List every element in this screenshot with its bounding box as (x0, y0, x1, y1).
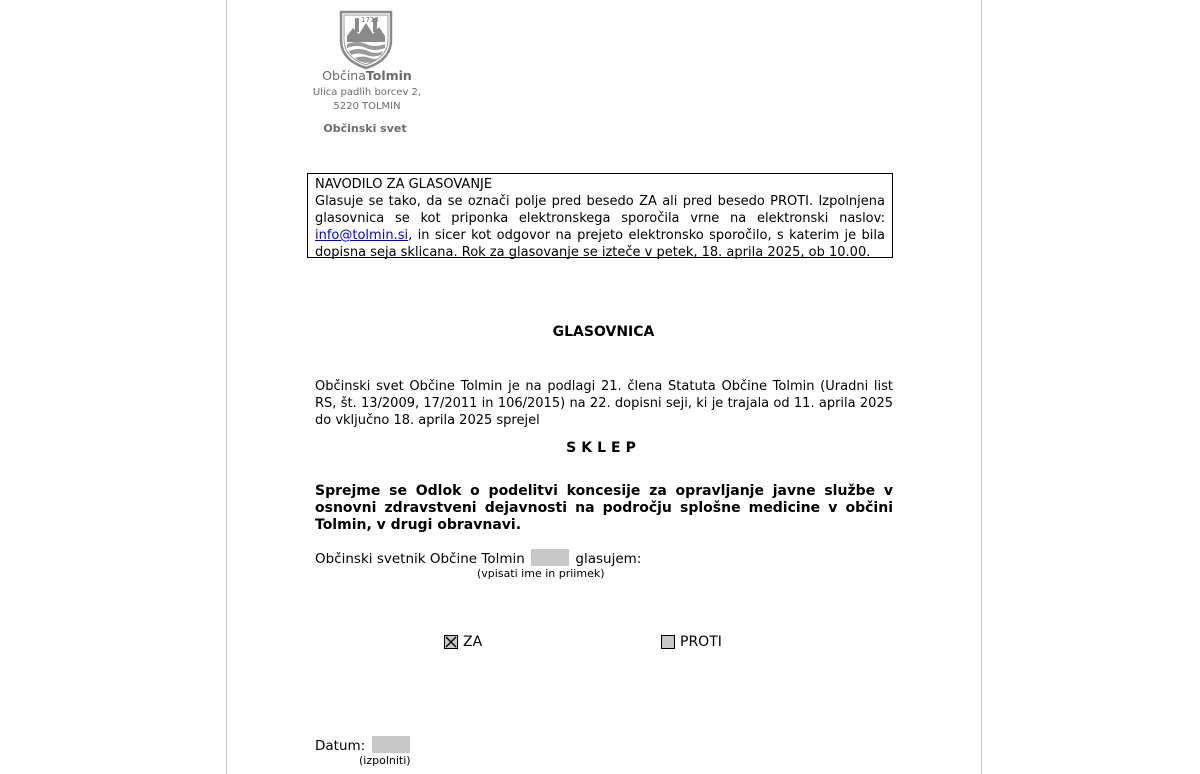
against-checkbox[interactable] (661, 635, 675, 649)
vote-option-against[interactable] (661, 634, 722, 650)
page-left-edge (226, 0, 227, 774)
instructions-text-part1: Glasuje se tako, da se označi polje pred besedo ZA ali pred besedo PROTI. Izpolnjena glasovnica se kot priponka elektronskega sporočila vrne na elektronski naslov: (315, 194, 885, 226)
address-line-2: 5220 TOLMIN (333, 101, 401, 112)
municipal-council-label: Občinski svet (323, 122, 407, 135)
voter-prefix: Občinski svetnik Občine Tolmin (315, 551, 525, 567)
municipality-name (300, 68, 434, 83)
page-right-edge (981, 0, 982, 774)
address-line-1: Ulica padlih borcev 2, (312, 87, 422, 98)
checkbox-cross-icon (445, 636, 457, 648)
vote-option-for[interactable] (444, 634, 482, 650)
resolution-text: Sprejme se Odlok o podelitvi koncesije za opravljanje javne službe v osnovni zdravstveni dejavnosti na področju splošne medicine v občini Tolmin, v drugi obravnavi. (315, 483, 893, 533)
voter-suffix: glasujem: (575, 551, 642, 567)
decision-heading: SKLEP (566, 440, 641, 456)
voting-instructions-box (307, 173, 893, 258)
municipality-name-main: Tolmin (365, 68, 412, 83)
date-label: Datum: (315, 738, 366, 754)
crest-year: 1713 (361, 16, 379, 24)
date-line (315, 736, 410, 754)
for-checkbox[interactable] (444, 635, 458, 649)
voter-line (315, 549, 641, 567)
email-link[interactable]: info@tolmin.si (315, 228, 409, 243)
voter-name-field[interactable] (531, 549, 569, 566)
for-label: ZA (463, 634, 483, 650)
date-field[interactable] (372, 736, 410, 753)
instructions-title: NAVODILO ZA GLASOVANJE (315, 177, 493, 192)
municipality-name-prefix: Občina (322, 68, 366, 83)
date-hint: (izpolniti) (359, 754, 411, 767)
against-label: PROTI (680, 634, 722, 650)
ballot-preamble: Občinski svet Občine Tolmin je na podlagi 21. člena Statuta Občine Tolmin (Uradni list RS, št. 13/2009, 17/2011 in 106/2015) na 22. dopisni seji, ki je trajala od 11. aprila 2025 do vključno 18. aprila 2025 sprejel (315, 379, 893, 428)
municipality-crest-logo (333, 6, 399, 72)
instructions-text-part2: , in sicer kot odgovor na prejeto elektronsko sporočilo, s katerim je bila dopisna seja sklicana. Rok za glasovanje se izteče v petek, 18. aprila 2025, ob 10.00. (315, 228, 885, 260)
municipality-address (300, 86, 434, 114)
ballot-title: GLASOVNICA (552, 324, 655, 340)
instructions-text (315, 193, 885, 261)
voter-name-hint: (vpisati ime in priimek) (477, 567, 605, 580)
